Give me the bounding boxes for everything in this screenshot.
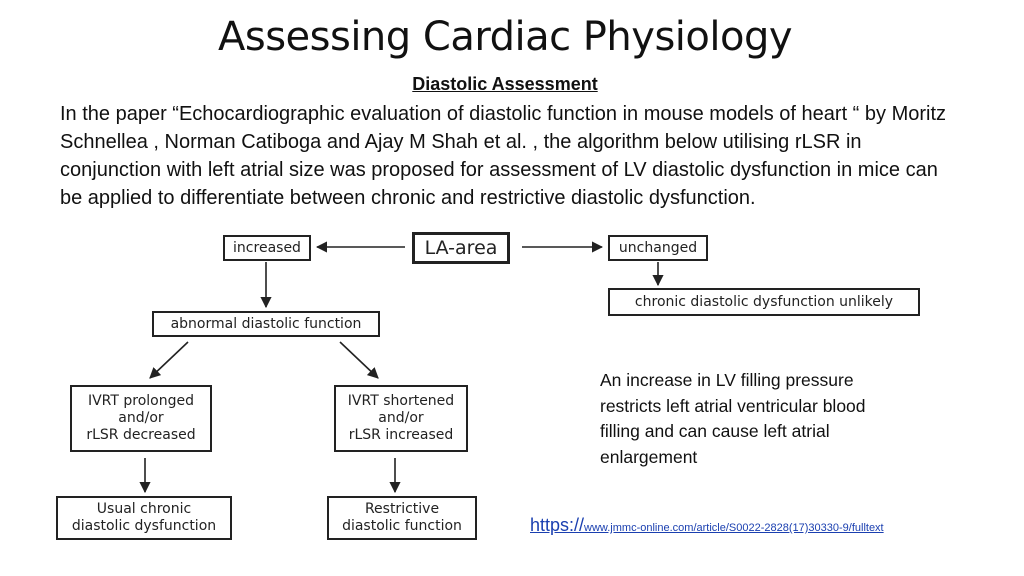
reference-link-path: www.jmmc-online.com/article/S0022-2828(17)30330-9/fulltext (584, 522, 884, 534)
filling-pressure-note: An increase in LV filling pressure restricts left atrial ventricular blood filling and can cause left atrial enlargement (600, 370, 866, 467)
prolonged-line-2: and/or (118, 410, 164, 426)
shortened-line-2: and/or (378, 410, 424, 426)
reference-link[interactable] (530, 515, 884, 536)
restrictive-line-2: diastolic function (342, 518, 462, 534)
reference-link-scheme: https:// (530, 515, 585, 535)
ivrt-shortened-box (334, 385, 468, 452)
section-subtitle: Diastolic Assessment (412, 74, 598, 94)
restrictive-line-1: Restrictive (364, 501, 440, 517)
ivrt-prolonged-box (70, 385, 212, 452)
usual-chronic-line-2: diastolic dysfunction (71, 518, 217, 534)
shortened-line-1: IVRT shortened (347, 393, 455, 409)
unchanged-box (608, 235, 708, 261)
abnormal-diastolic-label: abnormal diastolic function (170, 315, 362, 332)
slide-title: Assessing Cardiac Physiology (217, 14, 793, 60)
usual-chronic-box (56, 496, 232, 540)
intro-paragraph: In the paper “Echocardiographic evaluation of diastolic function in mouse models of heart “ by Moritz Schnellea , Norman Catiboga and Ajay M Shah et al. , the algorithm below utilising rLSR in conjunction with left atrial size was proposed for assessment of LV diastolic dysfunction in mice can be applied to differentiate between chronic and restrictive diastolic dysfunction. (60, 103, 947, 209)
prolonged-line-1: IVRT prolonged (87, 393, 195, 409)
usual-chronic-line-1: Usual chronic (96, 501, 192, 517)
prolonged-line-3: rLSR decreased (86, 427, 196, 443)
arrow-abnormal-to-prolonged (150, 342, 188, 378)
chronic-unlikely-box (608, 288, 920, 316)
shortened-line-3: rLSR increased (348, 427, 454, 443)
increased-box (223, 235, 311, 261)
la-area-label: LA-area (424, 236, 498, 259)
abnormal-diastolic-box (152, 311, 380, 337)
unchanged-label: unchanged (618, 239, 698, 256)
la-area-box (412, 232, 510, 264)
increased-label: increased (233, 239, 301, 256)
chronic-unlikely-label: chronic diastolic dysfunction unlikely (634, 293, 894, 310)
arrow-abnormal-to-shortened (340, 342, 378, 378)
restrictive-box (327, 496, 477, 540)
